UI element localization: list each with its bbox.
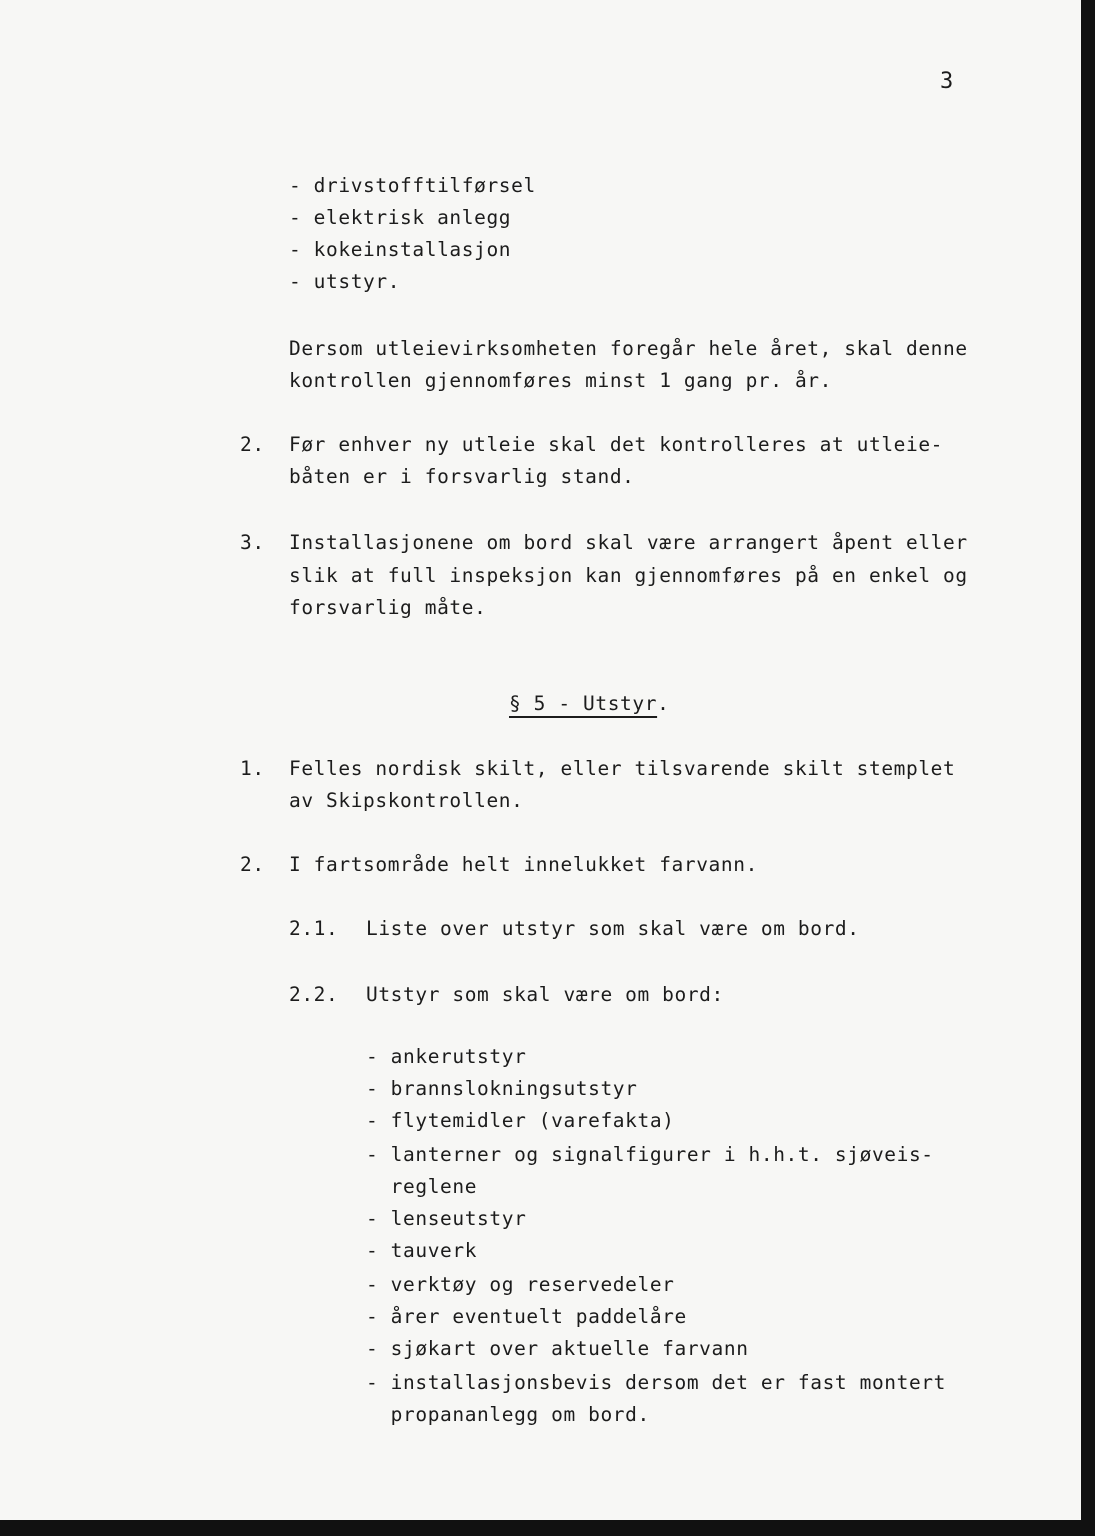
item-number: 2.: [240, 433, 265, 456]
list-item: - utstyr.: [289, 270, 401, 293]
item-number: 2.2.: [289, 983, 339, 1006]
equipment-item: - tauverk: [366, 1239, 478, 1262]
item-number: 2.: [240, 853, 265, 876]
paragraph-line: Liste over utstyr som skal være om bord.: [366, 917, 860, 940]
paragraph-line: Dersom utleievirksomheten foregår hele året, skal denne: [289, 337, 968, 360]
list-item: - elektrisk anlegg: [289, 206, 512, 229]
item-number: 2.1.: [289, 917, 339, 940]
paragraph-line: Utstyr som skal være om bord:: [366, 983, 724, 1006]
section-heading-text: § 5 - Utstyr: [509, 692, 658, 715]
equipment-item: - sjøkart over aktuelle farvann: [366, 1337, 749, 1360]
equipment-item: - verktøy og reservedeler: [366, 1273, 675, 1296]
page-number: 3: [940, 69, 954, 94]
paragraph-line: I fartsområde helt innelukket farvann.: [289, 853, 758, 876]
equipment-item: propananlegg om bord.: [366, 1403, 650, 1426]
paragraph-line: Installasjonene om bord skal være arrangert åpent eller: [289, 531, 968, 554]
paragraph-line: kontrollen gjennomføres minst 1 gang pr. år.: [289, 369, 832, 392]
equipment-item: - ankerutstyr: [366, 1045, 527, 1068]
equipment-item: reglene: [366, 1175, 478, 1198]
paragraph-line: av Skipskontrollen.: [289, 789, 524, 812]
item-number: 1.: [240, 757, 265, 780]
equipment-item: - installasjonsbevis dersom det er fast montert: [366, 1371, 946, 1394]
paragraph-line: Felles nordisk skilt, eller tilsvarende skilt stemplet: [289, 757, 956, 780]
equipment-item: - lanterner og signalfigurer i h.h.t. sjøveis-: [366, 1143, 934, 1166]
paragraph-line: slik at full inspeksjon kan gjennomføres på en enkel og: [289, 564, 968, 587]
paragraph-line: Før enhver ny utleie skal det kontrolleres at utleie-: [289, 433, 944, 456]
equipment-item: - flytemidler (varefakta): [366, 1109, 675, 1132]
equipment-item: - lenseutstyr: [366, 1207, 527, 1230]
paragraph-line: båten er i forsvarlig stand.: [289, 465, 635, 488]
section-heading-period: .: [657, 692, 670, 715]
equipment-item: - brannslokningsutstyr: [366, 1077, 638, 1100]
item-number: 3.: [240, 531, 265, 554]
paragraph-line: forsvarlig måte.: [289, 596, 487, 619]
section-heading: [509, 692, 669, 716]
list-item: - drivstofftilførsel: [289, 174, 536, 197]
equipment-item: - årer eventuelt paddelåre: [366, 1305, 687, 1328]
list-item: - kokeinstallasjon: [289, 238, 512, 261]
